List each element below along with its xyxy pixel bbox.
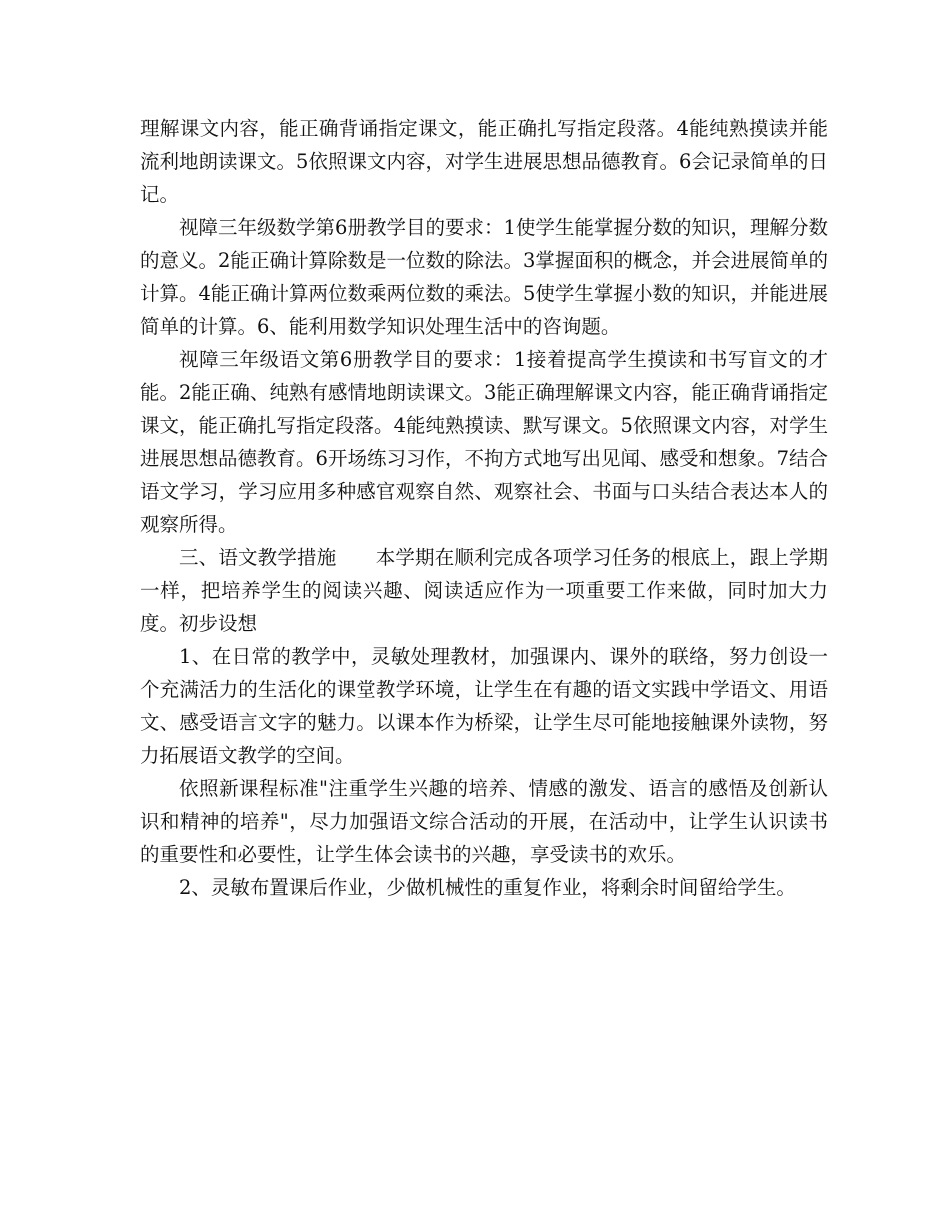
document-body [140,112,828,904]
paragraph-5: 1、在日常的教学中，灵敏处理教材，加强课内、课外的联络，努力创设一个充满活力的生活化的课堂教学环境，让学生在有趣的语文实践中学语文、用语文、感受语言文字的魅力。以课本作为桥梁，让学生尽可能地接触课外读物，努力拓展语文教学的空间。 [140,645,828,767]
paragraph-1: 理解课文内容，能正确背诵指定课文，能正确扎写指定段落。4能纯熟摸读并能流利地朗读课文。5依照课文内容，对学生进展思想品德教育。6会记录简单的日记。 [140,117,828,206]
paragraph-4: 三、语文教学措施 本学期在顺利完成各项学习任务的根底上，跟上学期一样，把培养学生的阅读兴趣、阅读适应作为一项重要工作来做，同时加大力度。初步设想 [140,546,828,635]
paragraph-6: 依照新课程标准"注重学生兴趣的培养、情感的激发、语言的感悟及创新认识和精神的培养"，尽力加强语文综合活动的开展，在活动中，让学生认识读书的重要性和必要性，让学生体会读书的兴趣，享受读书的欢乐。 [140,777,828,866]
paragraph-7: 2、灵敏布置课后作业，少做机械性的重复作业，将剩余时间留给学生。 [179,876,796,899]
paragraph-3: 视障三年级语文第6册教学目的要求：1接着提高学生摸读和书写盲文的才能。2能正确、纯熟有感情地朗读课文。3能正确理解课文内容，能正确背诵指定课文，能正确扎写指定段落。4能纯熟摸读、默写课文。5依照课文内容，对学生进展思想品德教育。6开场练习习作，不拘方式地写出见闻、感受和想象。7结合语文学习，学习应用多种感官观察自然、观察社会、书面与口头结合表达本人的观察所得。 [140,348,828,536]
paragraph-2: 视障三年级数学第6册教学目的要求：1使学生能掌握分数的知识，理解分数的意义。2能正确计算除数是一位数的除法。3掌握面积的概念，并会进展简单的计算。4能正确计算两位数乘两位数的乘法。5使学生掌握小数的知识，并能进展简单的计算。6、能利用数学知识处理生活中的咨询题。 [140,216,828,338]
